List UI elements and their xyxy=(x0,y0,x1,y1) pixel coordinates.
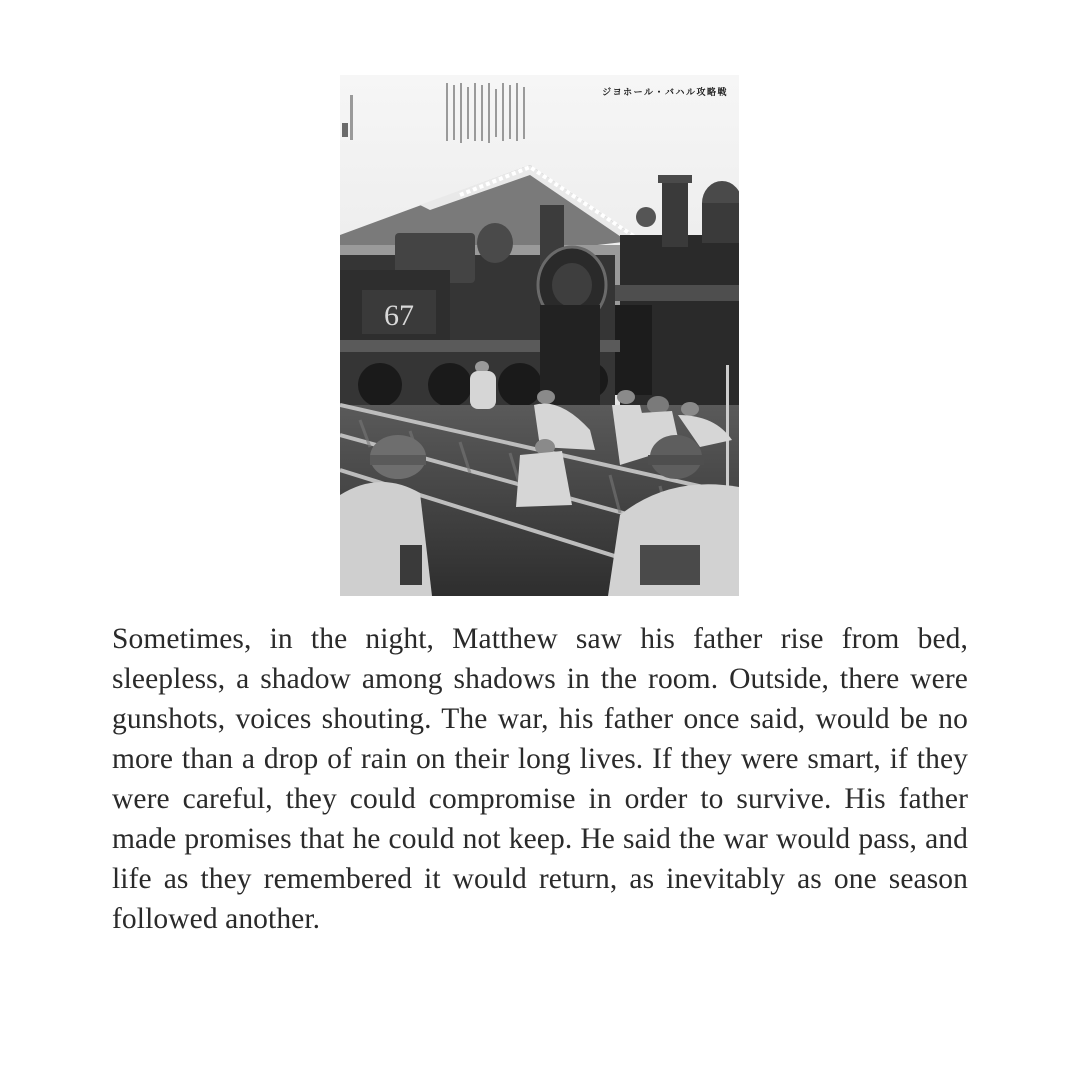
japanese-caption: ジヨホール・バハル攻略戦 xyxy=(602,88,728,98)
locomotive-number: 67 xyxy=(384,299,414,332)
photo-illustration xyxy=(340,75,739,596)
archival-photograph xyxy=(340,75,739,596)
story-paragraph: Sometimes, in the night, Matthew saw his father rise from bed, sleepless, a shadow among shadows in the room. Outside, there were gunshots, voices shouting. The war, his father once said, would be no more than a drop of rain on their long lives. If they were smart, if they were careful, they could compromise in order to survive. His father made promises that he could not keep. He said the war would pass, and life as they remembered it would return, as inevitably as one season followed another. xyxy=(112,623,968,935)
